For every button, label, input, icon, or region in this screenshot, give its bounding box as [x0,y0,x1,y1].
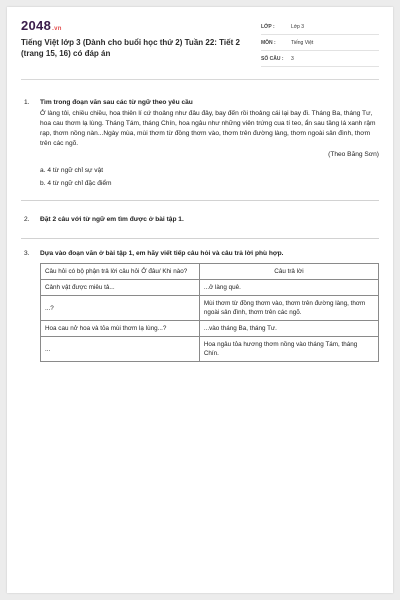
question-title: Đặt 2 câu với từ ngữ em tìm được ở bài tập 1. [40,216,184,223]
question-number: 3. [24,250,30,257]
passage-text: Ở làng tôi, chiều chiều, hoa thiên lí cứ thoảng như đâu đây, bay đến rồi thoảng cái lại bay đi. Tháng Ba, tháng Tư, hoa cau thơm lạ lùng. Tháng Tám, tháng Chín, hoa ngâu như những viên trứng cua tí teo, ẩn sau tầng lá xanh rậm rạp, thơm nồng nàn...Ngày mùa, mùi thơm từ đồng thơm vào, thơm trên đường làng, thơm ngoài sân đình, thơm trên các ngõ. [40,110,376,147]
meta-row-question-count [261,51,379,67]
meta-row-class [261,19,379,35]
worksheet-content [7,80,393,362]
question-3 [21,249,379,362]
meta-key: MÔN : [261,39,276,46]
question-body [40,215,379,226]
table-header-cell: Câu hỏi có bộ phận trả lời câu hỏi Ở đâu/ Khi nào? [41,264,200,280]
logo-suffix: .vn [52,26,62,32]
question-body [40,249,379,362]
question-number: 1. [24,99,30,106]
table-cell: Cảnh vật được miêu tả... [41,280,200,296]
question-1 [21,98,379,192]
meta-value: 3 [291,55,294,62]
table-row [41,337,379,362]
table-cell: ... [41,337,200,362]
question-title: Tìm trong đoạn văn sau các từ ngữ theo yêu cầu [40,99,193,106]
worksheet-page [7,7,393,593]
table-cell: ...vào tháng Ba, tháng Tư. [199,321,378,337]
question-2 [21,215,379,226]
meta-value: Lớp 3 [291,23,305,30]
document-header [21,7,379,80]
table-cell: ...ở làng quê. [199,280,378,296]
table-row [41,280,379,296]
table-header-cell: Câu trả lời [199,264,378,280]
meta-row-subject [261,35,379,51]
divider [21,200,379,201]
option-a: a. 4 từ ngữ chỉ sự vật [40,167,104,174]
answer-table [40,263,379,362]
passage-source: (Theo Băng Sơn) [328,151,379,158]
table-cell: Hoa cau nở hoa và tỏa mùi thơm lạ lùng...? [41,321,200,337]
meta-key: LỚP : [261,23,275,30]
table-cell: ...? [41,296,200,321]
question-options [40,166,379,189]
table-row [41,321,379,337]
table-header-row [41,264,379,280]
site-logo[interactable] [21,18,62,33]
meta-info [261,19,379,67]
table-row [41,296,379,321]
logo-number: 2048 [21,18,52,33]
table-cell: Hoa ngâu tỏa hương thơm nồng vào tháng Tám, tháng Chín. [199,337,378,362]
question-number: 2. [24,216,30,223]
divider [21,238,379,239]
meta-value: Tiếng Việt [291,39,314,46]
document-title: Tiếng Việt lớp 3 (Dành cho buổi học thứ 2) Tuần 22: Tiết 2 (trang 15, 16) có đáp án [21,38,240,58]
question-title: Dựa vào đoạn văn ở bài tập 1, em hãy viết tiếp câu hỏi và câu trả lời phù hợp. [40,250,284,257]
option-b: b. 4 từ ngữ chỉ đặc điểm [40,180,112,187]
meta-key: SỐ CÂU : [261,55,284,62]
table-cell: Mùi thơm từ đồng thơm vào, thơm trên đường làng, thơm ngoài sân đình, thơm trên các ngõ. [199,296,378,321]
question-body [40,98,379,192]
